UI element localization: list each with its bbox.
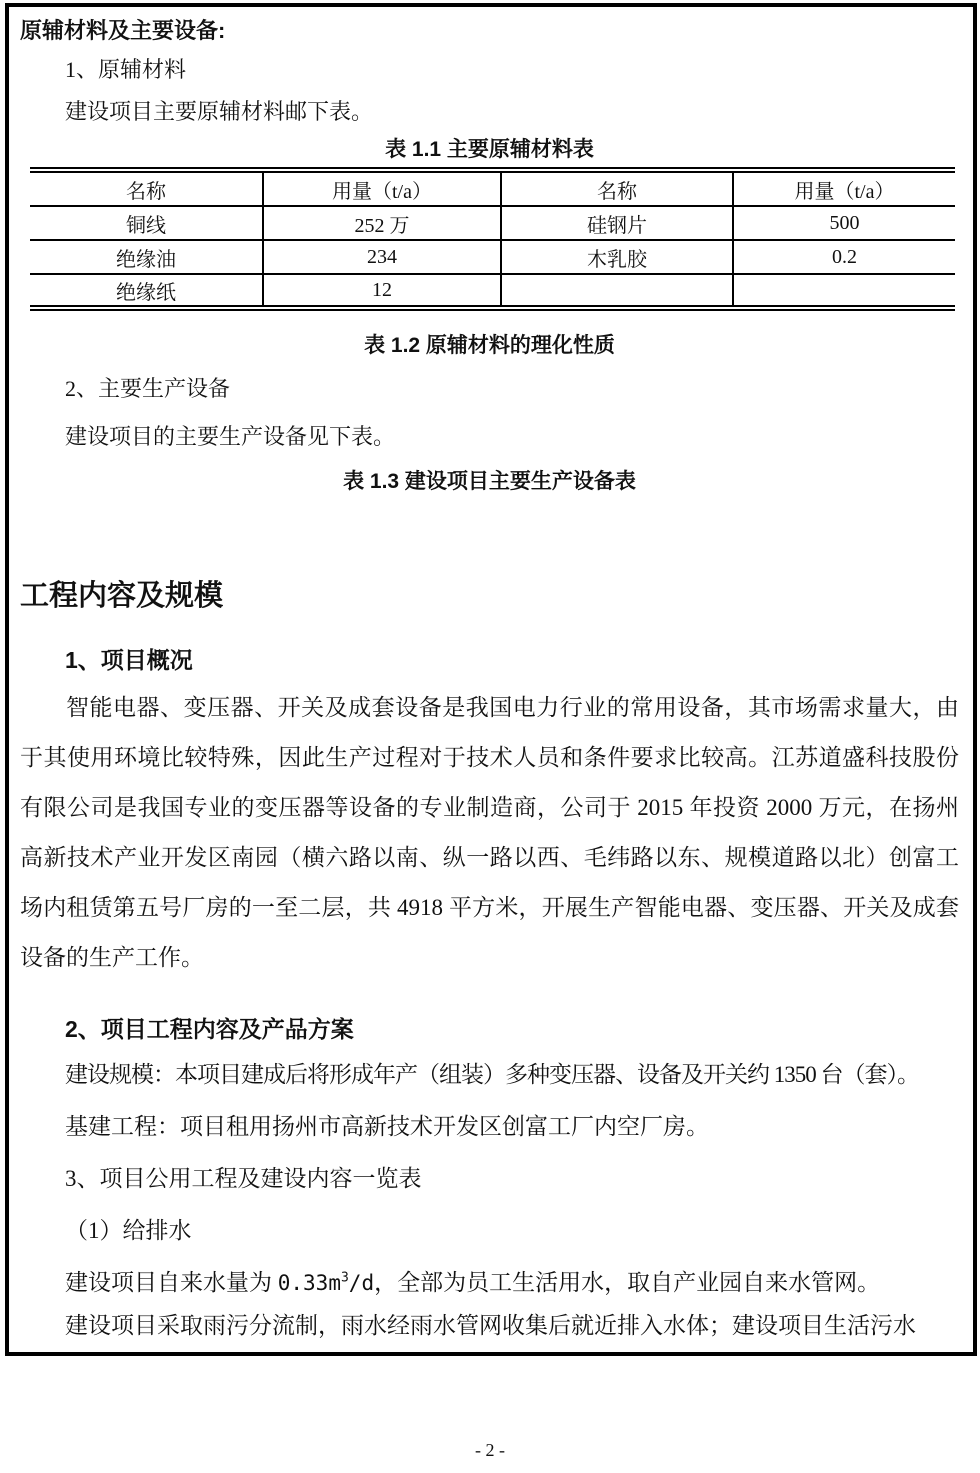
table-header-cell-usage-1: 用量（t/a）	[263, 170, 501, 206]
subheading-utilities-list: 3、项目公用工程及建设内容一览表	[65, 1166, 422, 1191]
table-header-cell-name-1: 名称	[30, 170, 263, 206]
page-border-frame	[5, 3, 977, 1356]
table-cell	[501, 274, 733, 308]
table-cell: 绝缘油	[30, 240, 263, 274]
raw-materials-table	[30, 167, 955, 311]
table-cell: 0.2	[733, 240, 955, 274]
line-water-supply-item: （1）给排水	[65, 1218, 192, 1243]
table-cell	[733, 274, 955, 308]
table-row	[30, 240, 955, 274]
table-cell: 500	[733, 206, 955, 240]
table1-title: 表 1.1 主要原辅材料表	[385, 138, 594, 161]
table-row	[30, 274, 955, 308]
list-item-raw-materials: 1、原辅材料	[65, 57, 187, 82]
water-usage-value: 0.33m	[277, 1271, 341, 1295]
table-header-row	[30, 170, 955, 206]
line-infrastructure: 基建工程：项目租用扬州市高新技术开发区创富工厂内空厂房。	[65, 1114, 709, 1139]
subheading-project-overview: 1、项目概况	[65, 647, 193, 673]
table3-title: 表 1.3 建设项目主要生产设备表	[343, 470, 636, 493]
subheading-content-plan: 2、项目工程内容及产品方案	[65, 1016, 354, 1042]
water-usage-suffix: ，全部为员工生活用水，取自产业园自来水管网。	[374, 1270, 881, 1295]
table-cell: 234	[263, 240, 501, 274]
paragraph-project-overview: 智能电器、变压器、开关及成套设备是我国电力行业的常用设备，其市场需求量大，由于其使用环境比较特殊，因此生产过程对于技术人员和条件要求比较高。江苏道盛科技股份有限公司是我国专业的变压器等设备的专业制造商，公司于 2015 年投资 2000 万元，在扬州高新技术产业开发区南园（横六路以南、纵一路以西、毛纬路以东、规模道路以北）创富工场内租赁第五号厂房的一至二层，共 4918 平方米，开展生产智能电器、变压器、开关及成套设备的生产工作。	[20, 695, 959, 970]
table-cell: 硅钢片	[501, 206, 733, 240]
table-cell: 绝缘纸	[30, 274, 263, 308]
water-usage-superscript: 3	[340, 1270, 349, 1286]
table-header-cell-name-2: 名称	[501, 170, 733, 206]
water-usage-unit: /d	[348, 1271, 375, 1295]
table-cell: 12	[263, 274, 501, 308]
section-heading-project: 工程内容及规模	[20, 580, 224, 612]
intro-equipment: 建设项目的主要生产设备见下表。	[65, 424, 396, 449]
line-water-usage	[20, 1257, 959, 1309]
page-number: - 2 -	[475, 1440, 505, 1460]
table-cell: 铜线	[30, 206, 263, 240]
table-header-cell-usage-2: 用量（t/a）	[733, 170, 955, 206]
list-item-equipment: 2、主要生产设备	[65, 376, 231, 401]
line-construction-scale: 建设规模：本项目建成后将形成年产（组装）多种变压器、设备及开关约 1350 台（套）。	[65, 1062, 919, 1087]
line-rainwater: 建设项目采取雨污分流制，雨水经雨水管网收集后就近排入水体；建设项目生活污水	[65, 1313, 916, 1338]
table2-title: 表 1.2 原辅材料的理化性质	[364, 334, 615, 357]
table-cell: 252 万	[263, 206, 501, 240]
section-heading-materials: 原辅材料及主要设备:	[20, 18, 226, 43]
table-cell: 木乳胶	[501, 240, 733, 274]
water-usage-prefix: 建设项目自来水量为	[65, 1270, 278, 1295]
intro-raw-materials: 建设项目主要原辅材料邮下表。	[65, 99, 374, 124]
table-row	[30, 206, 955, 240]
